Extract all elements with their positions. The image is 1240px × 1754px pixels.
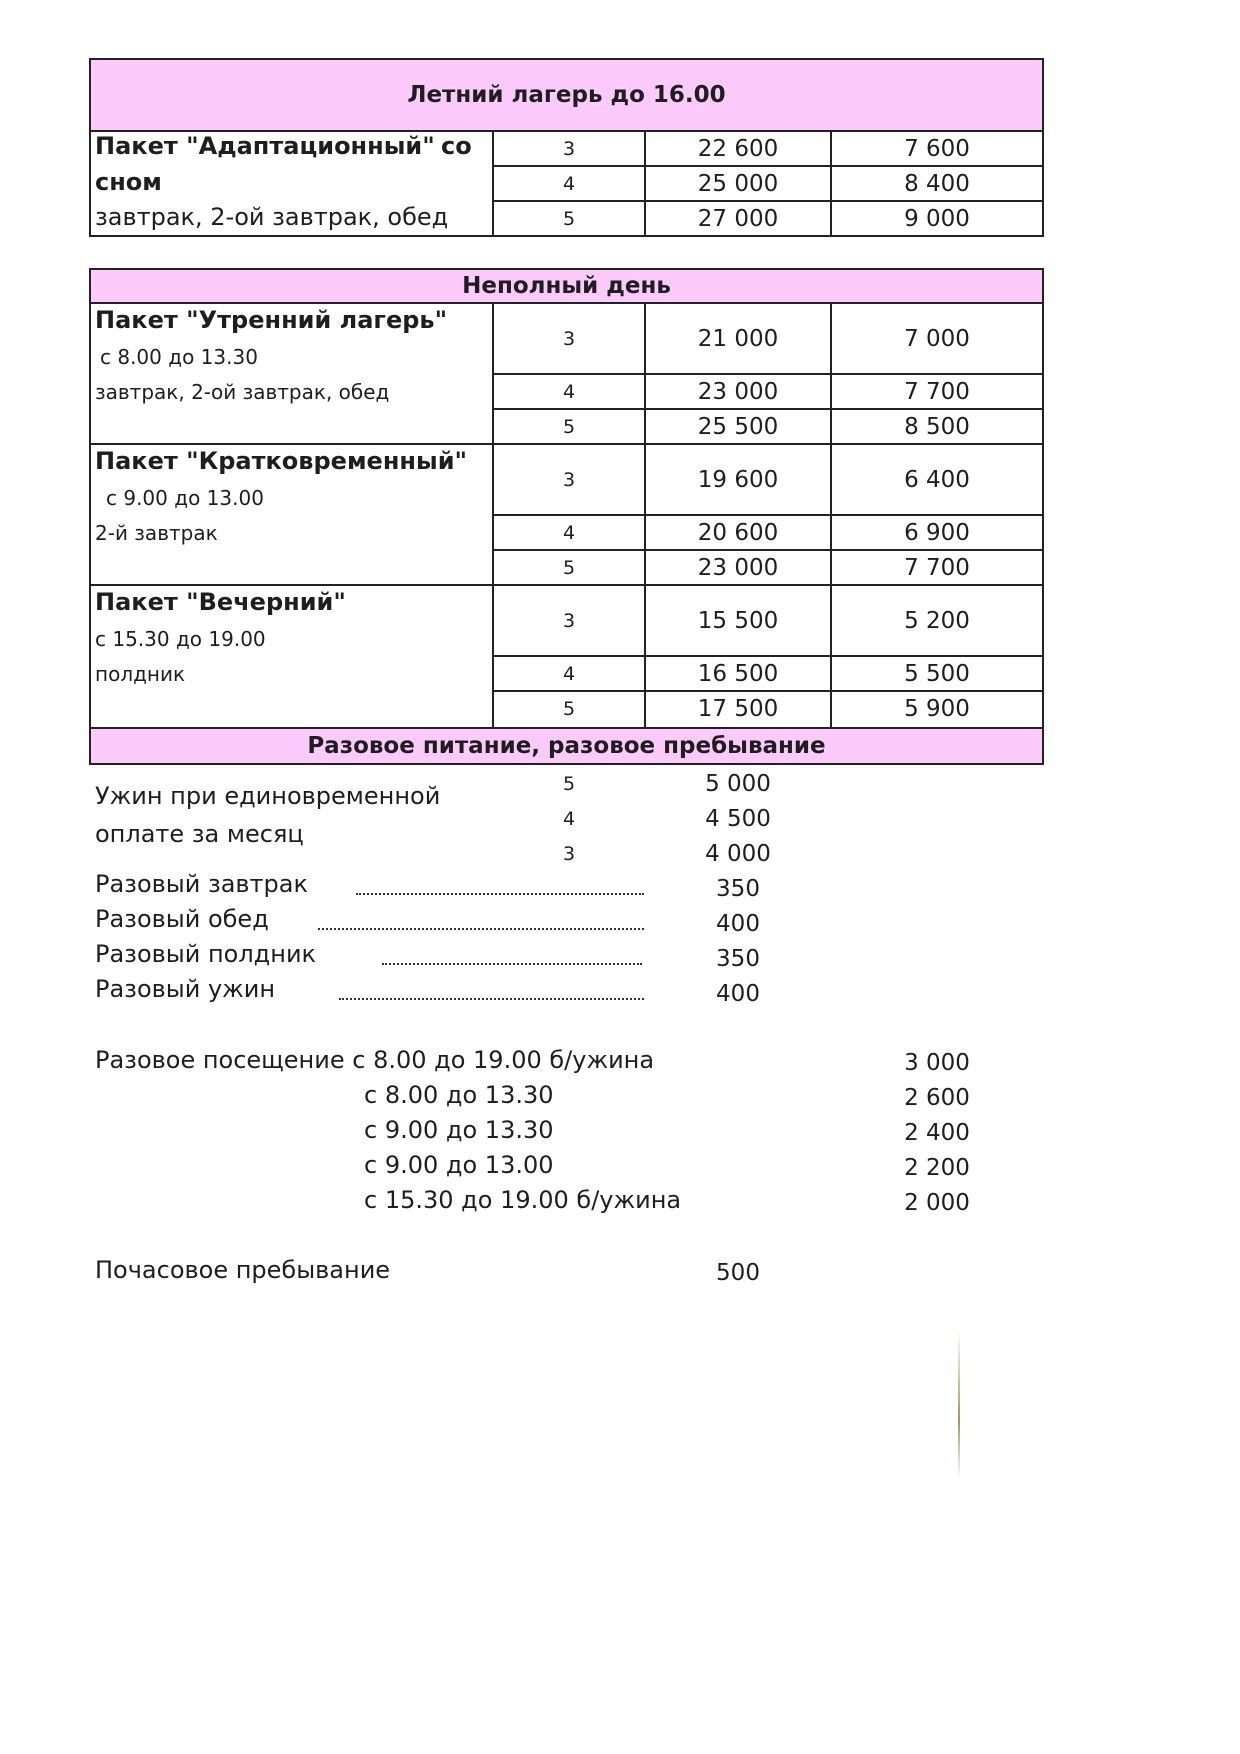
package-adaptation-name-line2: сном: [95, 168, 162, 196]
package-morning-name: Пакет "Утренний лагерь": [95, 306, 448, 334]
package-short-meals: 2-й завтрак: [95, 521, 218, 545]
summer-camp-title: Летний лагерь до 16.00: [407, 82, 726, 108]
single-services-header: [89, 727, 1044, 765]
partial-day-header: [89, 268, 1044, 304]
package-adaptation-meals: завтрак, 2-ой завтрак, обед: [95, 203, 449, 231]
package-evening-name: Пакет "Вечерний": [95, 588, 346, 616]
hourly-label: Почасовое пребывание: [95, 1256, 391, 1284]
decorative-stroke: [958, 1330, 960, 1480]
package-short-name: Пакет "Кратковременный": [95, 447, 468, 475]
summer-camp-header: [89, 58, 1044, 132]
single-services-title: Разовое питание, разовое пребывание: [307, 733, 826, 759]
dinner-monthly-label-1: Ужин при единовременной: [95, 782, 441, 810]
dinner-monthly-label-2: оплате за месяц: [95, 820, 304, 848]
hourly-price: 500: [716, 1259, 760, 1286]
partial-day-title: Неполный день: [462, 273, 671, 299]
package-morning-time: с 8.00 до 13.30: [100, 345, 258, 369]
package-morning-meals: завтрак, 2-ой завтрак, обед: [95, 380, 390, 404]
package-evening-time: с 15.30 до 19.00: [95, 627, 266, 651]
package-adaptation-name-end: со: [441, 132, 472, 160]
package-evening-meals: полдник: [95, 662, 186, 686]
single-visit-label: Разовое посещение с 8.00 до 19.00 б/ужина: [95, 1046, 655, 1074]
package-short-time: с 9.00 до 13.00: [106, 486, 264, 510]
package-adaptation-name: Пакет "Адаптационный": [95, 132, 435, 160]
